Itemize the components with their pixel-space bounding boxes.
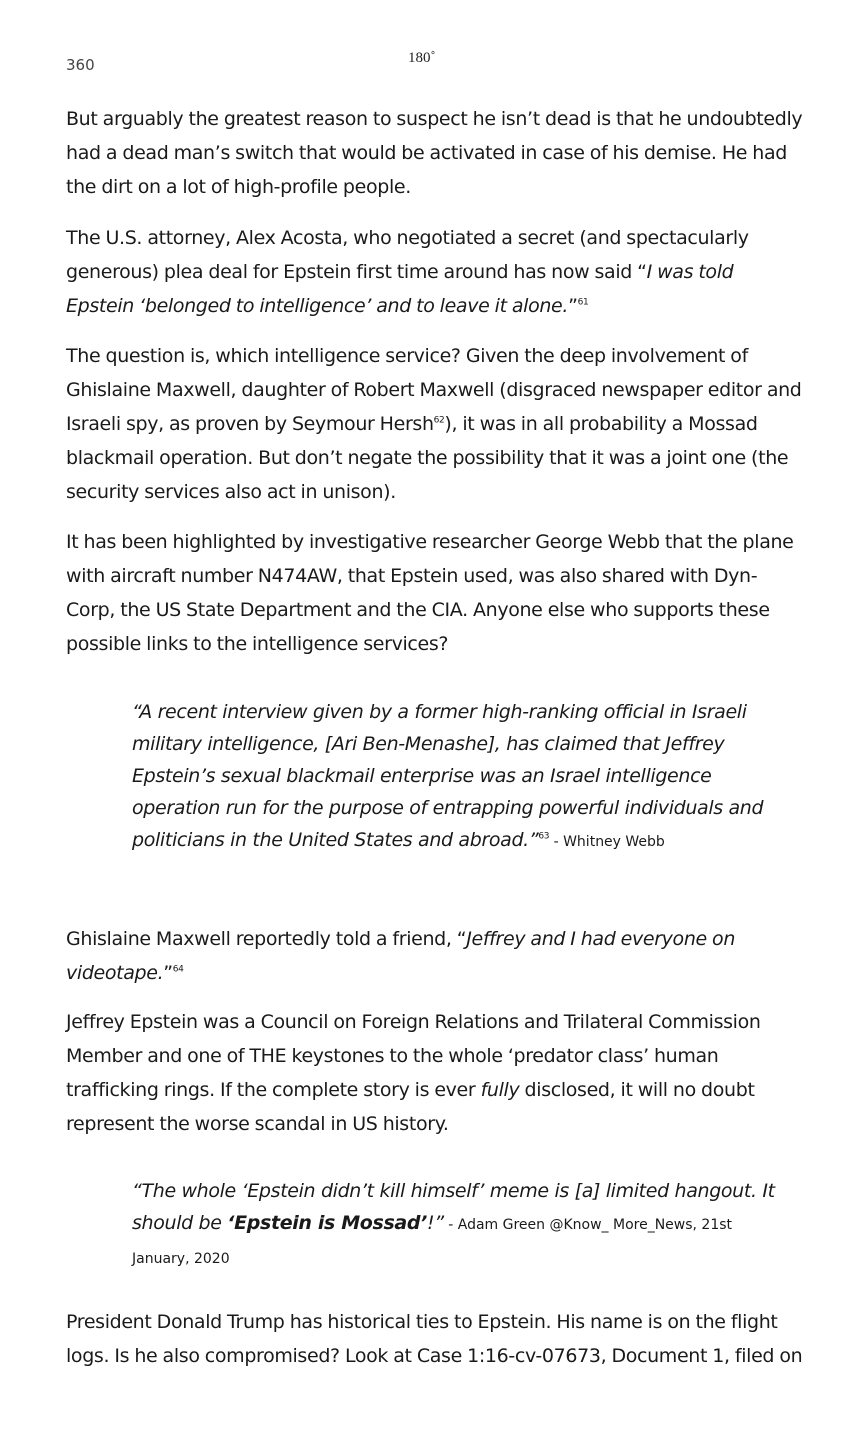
maxwell-quote-close: ” bbox=[163, 962, 173, 984]
quote-whitney-webb-attribution: - Whitney Webb bbox=[549, 834, 665, 850]
quote-whitney-webb bbox=[132, 696, 782, 858]
footnote-ref-64: 64 bbox=[172, 964, 184, 975]
paragraph-intelligence-text-a: The question is, which intelligence service? Given the deep involvement of Ghislaine Maxwell, daughter of Robert Maxwell (disgraced newspaper editor and Israeli spy, as proven by Seymour Hersh bbox=[66, 345, 802, 435]
paragraph-dead-mans-switch: But arguably the greatest reason to suspect he isn’t dead is that he undoubtedly had a dead man’s switch that would be activated in case of his demise. He had the dirt on a lot of high-profile people. bbox=[66, 108, 803, 198]
acosta-quote-close: ” bbox=[568, 295, 578, 317]
quote-adam-green-text-a: “The whole ‘Epstein didn’t kill himself’ meme is [a] limited hangout. It should be bbox=[132, 1180, 775, 1234]
footnote-ref-61: 61 bbox=[577, 297, 589, 308]
acosta-quote: I was told Epstein ‘belonged to intelligence’ and to leave it alone. bbox=[66, 261, 734, 317]
maxwell-quote: Jeffrey and I had everyone on videotape. bbox=[66, 928, 736, 984]
quote-adam-green bbox=[132, 1175, 782, 1275]
paragraph-council-text-b: disclosed, it will no doubt represent the worse scandal in US history. bbox=[66, 1079, 755, 1135]
page-number: 360 bbox=[66, 56, 95, 74]
quote-adam-green-attribution: - Adam Green @Know_ More_News, 21st January, 2020 bbox=[132, 1217, 733, 1267]
paragraph-intelligence-text-b: ), it was in all probability a Mossad blackmail operation. But don’t negate the possibility that it was a joint one (the security services also act in unison). bbox=[66, 413, 789, 503]
paragraph-council-foreign-relations bbox=[66, 1005, 806, 1141]
quote-whitney-webb-text: “A recent interview given by a former high-ranking official in Israeli military intelligence, [Ari Ben-Menashe], has claimed that Jeffrey Epstein’s sexual blackmail enterprise was an Israel intelligence operation run for the purpose of entrapping powerful individuals and politicians in the United States and abroad.” bbox=[132, 701, 764, 851]
quote-adam-green-strong: ‘Epstein is Mossad’ bbox=[227, 1212, 428, 1234]
paragraph-trump-ties: President Donald Trump has historical ties to Epstein. His name is on the flight logs. Is he also compromised? Look at Case 1:16-cv-07673, Document 1, filed on bbox=[66, 1311, 803, 1367]
paragraph-council-text-a: Jeffrey Epstein was a Council on Foreign Relations and Trilateral Commission Member and one of THE keystones to the whole ‘predator class’ human trafficking rings. If the complete story is ever bbox=[66, 1011, 761, 1101]
paragraph-maxwell-text: Ghislaine Maxwell reportedly told a friend, “ bbox=[66, 928, 467, 950]
paragraph-maxwell-videotape bbox=[66, 922, 806, 990]
footnote-ref-62: 62 bbox=[433, 415, 445, 426]
footnote-ref-63: 63 bbox=[538, 831, 550, 842]
quote-adam-green-text-b: !” bbox=[427, 1212, 444, 1234]
running-head: 180˚ bbox=[408, 50, 436, 66]
paragraph-council-emphasis: fully bbox=[480, 1079, 520, 1101]
paragraph-acosta-text: The U.S. attorney, Alex Acosta, who negotiated a secret (and spectacularly generous) plea deal for Epstein first time around has now said “ bbox=[66, 227, 749, 283]
paragraph-acosta bbox=[66, 221, 806, 323]
paragraph-george-webb: It has been highlighted by investigative researcher George Webb that the plane with aircraft number N474AW, that Epstein used, was also shared with Dyn-Corp, the US State Department and the CIA. Anyone else who supports these possible links to the intelligence services? bbox=[66, 531, 794, 655]
paragraph-intelligence-service bbox=[66, 339, 806, 509]
